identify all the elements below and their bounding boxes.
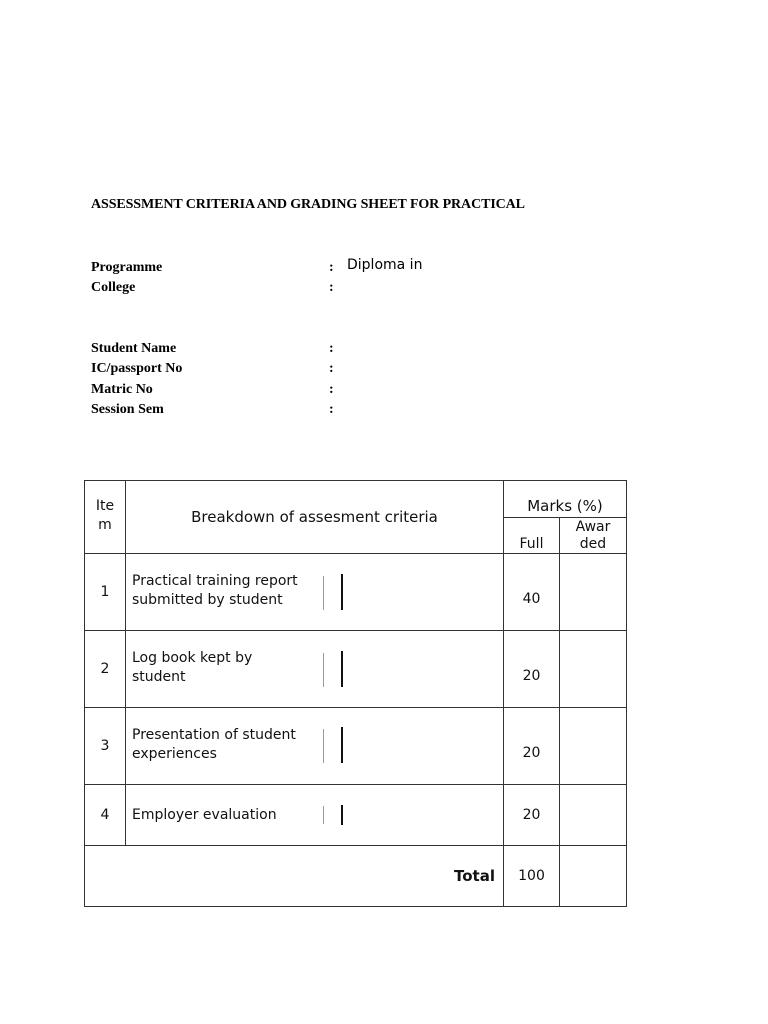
total-label: Total [85,846,504,907]
grading-table [84,480,627,907]
row-awarded-marks[interactable] [560,785,627,846]
info-colon: : [329,402,334,417]
info-label: IC/passport No [91,361,183,376]
info-colon: : [329,280,334,295]
info-row-ic-passport [91,361,551,381]
text-cursor-marks [323,651,345,687]
table-row [85,631,627,708]
header-awarded-line2: ded [579,536,607,552]
criteria-line: Employer evaluation [132,807,277,823]
info-colon: : [329,382,334,397]
info-label: Programme [91,260,163,275]
info-row-college [91,280,551,300]
header-item-line1: Ite [95,498,115,514]
row-item-number: 1 [85,554,126,631]
info-colon: : [329,260,334,275]
row-awarded-marks[interactable] [560,708,627,785]
info-value[interactable]: Diploma in [347,257,423,273]
text-cursor-marks [323,727,345,763]
criteria-line: Log book kept by [132,650,253,666]
criteria-line: student [132,669,186,685]
table-total-row [85,846,627,907]
criteria-line: submitted by student [132,592,283,608]
text-cursor-marks [323,574,345,610]
row-criteria [126,631,504,708]
row-full-marks: 40 [504,554,560,631]
document-title: ASSESSMENT CRITERIA AND GRADING SHEET FOR PRACTICAL [91,197,525,212]
criteria-line: Practical training report [132,573,298,589]
info-label: Session Sem [91,402,164,417]
info-row-programme [91,257,551,280]
row-criteria [126,785,504,846]
info-row-matric-no [91,382,551,402]
criteria-text [132,572,332,610]
criteria-line: Presentation of student [132,727,296,743]
info-row-session-sem [91,402,551,422]
info-colon: : [329,341,334,356]
total-full-marks: 100 [504,846,560,907]
info-label: Student Name [91,341,177,356]
header-awarded [560,518,627,554]
header-awarded-line1: Awar [575,519,611,535]
row-awarded-marks[interactable] [560,631,627,708]
table-row [85,554,627,631]
info-row-student-name [91,341,551,361]
header-criteria: Breakdown of assesment criteria [126,481,504,554]
text-cursor-marks [323,805,345,825]
row-criteria [126,554,504,631]
row-full-marks: 20 [504,785,560,846]
row-full-marks: 20 [504,708,560,785]
criteria-text [132,649,322,687]
criteria-text [132,806,322,825]
total-awarded-marks[interactable] [560,846,627,907]
criteria-line: experiences [132,746,217,762]
row-item-number: 2 [85,631,126,708]
row-criteria [126,708,504,785]
row-full-marks: 20 [504,631,560,708]
info-label: Matric No [91,382,153,397]
header-item [85,481,126,554]
table-row [85,708,627,785]
table-header-row [85,481,627,518]
header-item-line2: m [98,517,112,533]
row-item-number: 3 [85,708,126,785]
info-colon: : [329,361,334,376]
header-full: Full [504,518,560,554]
header-marks: Marks (%) [504,481,627,518]
table-row [85,785,627,846]
row-item-number: 4 [85,785,126,846]
criteria-text [132,726,322,764]
row-awarded-marks[interactable] [560,554,627,631]
info-label: College [91,280,136,295]
